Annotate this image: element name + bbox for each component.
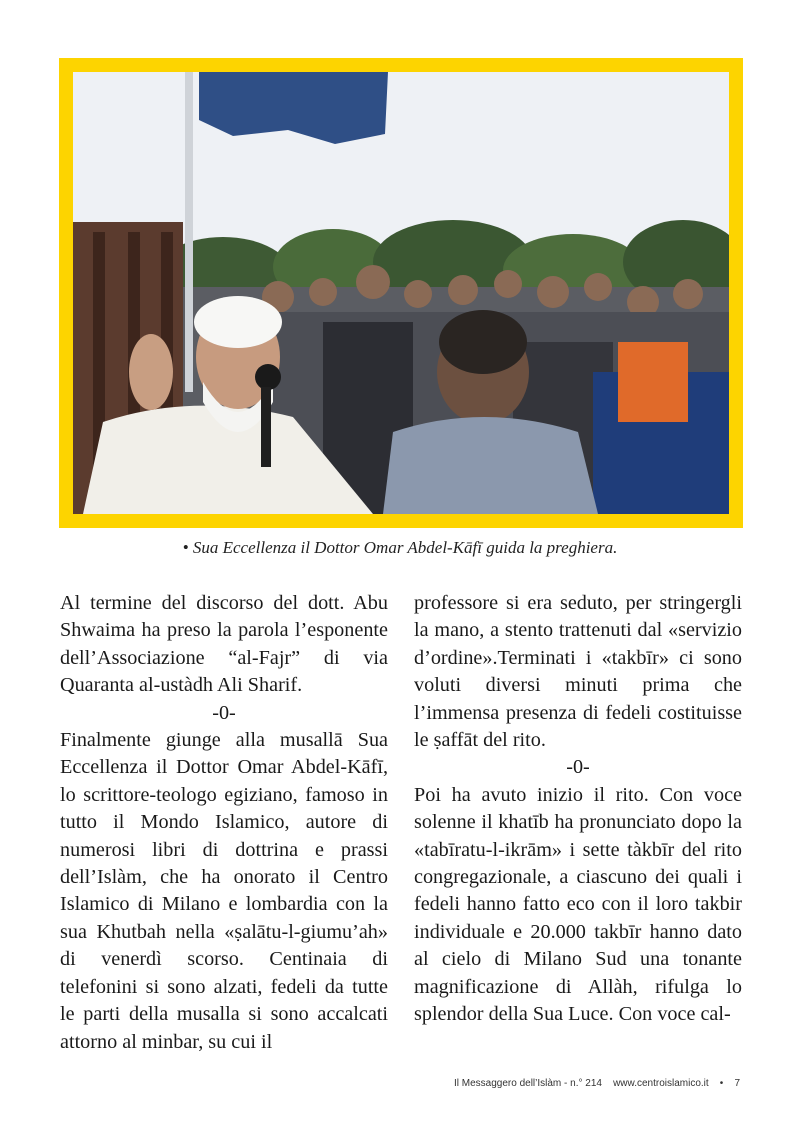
section-separator: -0- (566, 756, 590, 779)
website-link[interactable]: www.centroislamico.it (613, 1078, 709, 1089)
paragraph: Poi ha avuto inizio il rito. Con voce solenne il khatīb ha pronunciato dopo la «tabīratu-l-ikrām» i sette tàkbīr del rito congregazionale, a ciascuno dei quali i fedeli hanno fatto eco con il loro takbir individuale e 20.000 takbīr hanno dato al cielo di Milano Sud una tonante magnificazione di Allàh, rifulga lo splendor della Sua Luce. Con voce cal- (414, 783, 742, 1026)
article-column-left (60, 590, 388, 1056)
publication-name: Il Messaggero dell’Islàm - n.° 214 (453, 1078, 602, 1089)
paragraph: professore si era seduto, per stringergli la mano, a stento trattenuti dal «servizio d’ordine».Terminati i «takbīr» ci sono voluti diversi minuti prima che l’immensa presenza di fedeli costituisse le ṣaffāt del rito. (414, 592, 742, 752)
photo-illustration (73, 72, 729, 514)
photo-caption: • Sua Eccellenza il Dottor Omar Abdel-Kāfī guida la preghiera. (182, 538, 618, 557)
page-footer (454, 1078, 740, 1089)
section-separator: -0- (212, 701, 236, 724)
prayer-crowd-photo (73, 72, 729, 514)
photo-frame (59, 58, 743, 528)
article-column-right (414, 590, 742, 1029)
paragraph: Finalmente giunge alla musallā Sua Eccellenza il Dottor Omar Abdel-Kāfī, lo scrittore-teologo egiziano, famoso in tutto il Mondo Islamico, autore di numerosi libri di dottrina e prassi dell’Islàm, che ha onorato il Centro Islamico di Milano e lombardia con la sua Khutbah nella «ṣalātu-l-giumu’ah» di venerdì scorso. Centinaia di telefonini si sono alzati, fedeli da tutte le parti della musalla si sono accalcati attorno al minbar, su cui il (60, 729, 388, 1053)
paragraph: Al termine del discorso del dott. Abu Shwaima ha preso la parola l’esponente dell’Associazione “al-Fajr” di via Quaranta al-ustàdh Ali Sharif. (60, 592, 388, 697)
page-number: 7 (734, 1078, 740, 1089)
footer-bullet: • (719, 1078, 724, 1089)
